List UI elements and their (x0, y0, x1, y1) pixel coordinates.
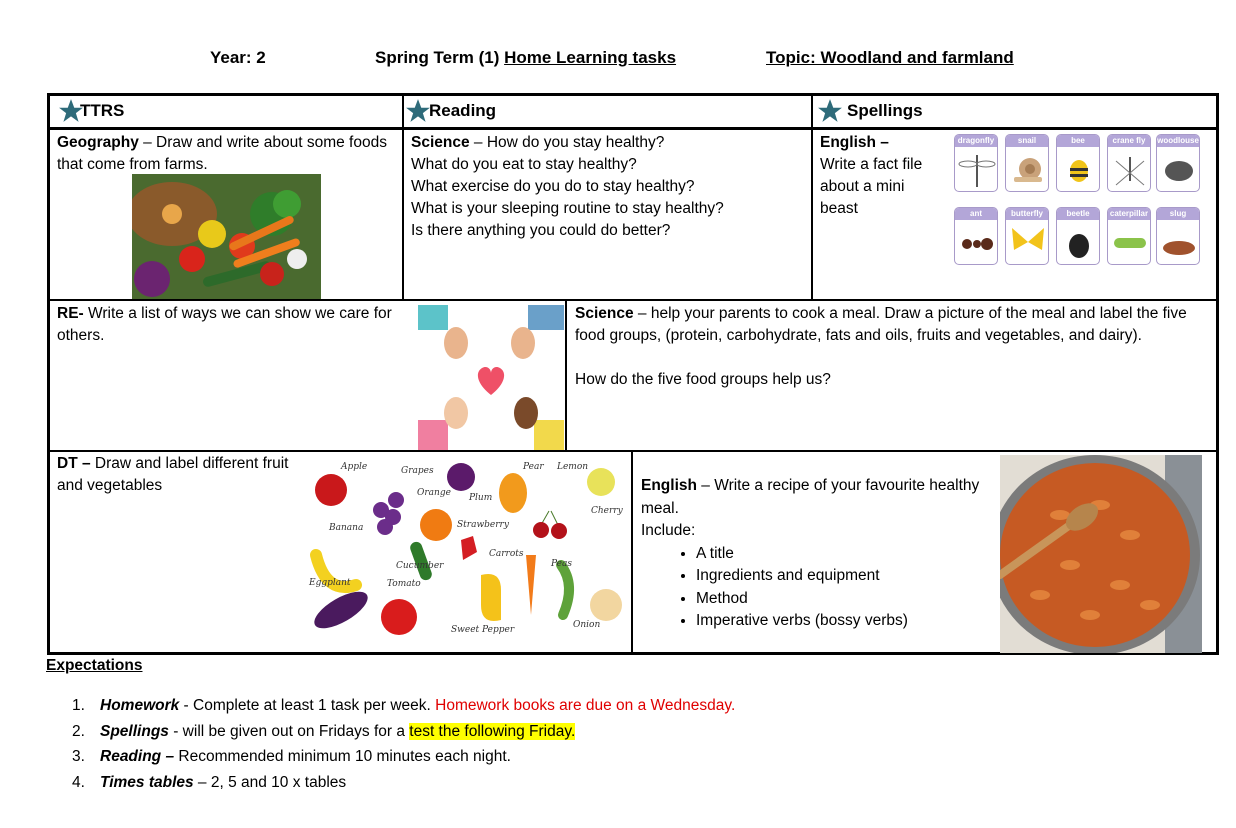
list-item: • Imperative verbs (bossy verbs) (696, 610, 986, 633)
task-text: Write a fact file about a mini beast (820, 156, 923, 217)
pasta-photo (1000, 455, 1202, 653)
minibeast-card: woodlouse (1156, 134, 1200, 192)
geography-task (57, 132, 392, 176)
minibeast-card: butterfly (1005, 207, 1049, 265)
divider (47, 450, 1219, 452)
subject-label: RE- (57, 305, 84, 322)
list-item: 3. Reading – Recommended minimum 10 minutes each night. (72, 748, 511, 765)
question-line: What do you eat to stay healthy? (411, 156, 637, 173)
task-text: – Draw and write about some foods that come from farms. (57, 134, 387, 173)
minibeast-card: bee (1056, 134, 1100, 192)
svg-text:Orange: Orange (417, 488, 451, 498)
task-text: Write a list of ways we can show we care for others. (57, 305, 392, 344)
subject-label: DT – (57, 455, 91, 472)
minibeast-card: slug (1156, 207, 1200, 265)
svg-text:Tomato: Tomato (387, 579, 421, 589)
svg-text:Grapes: Grapes (401, 466, 434, 476)
due-note: Homework books are due on a Wednesday. (435, 697, 736, 714)
dt-task (57, 453, 292, 497)
term-link: Home Learning tasks (504, 48, 677, 67)
expectations-list (72, 693, 972, 795)
term-title (375, 48, 676, 68)
vegetables-photo (132, 174, 321, 299)
list-item: • Method (696, 588, 986, 611)
star-icon (405, 98, 431, 124)
star-icon (817, 98, 843, 124)
section-reading-label: Reading (429, 101, 497, 120)
minibeast-card: beetle (1056, 207, 1100, 265)
divider (631, 451, 633, 655)
section-spellings (817, 98, 923, 124)
caring-hands-image (418, 305, 564, 450)
include-label: Include: (641, 522, 696, 539)
subject-label: Geography (57, 134, 139, 151)
year-label: Year: 2 (210, 48, 266, 67)
subject-label: English (641, 477, 697, 494)
list-item: 1. Homework - Complete at least 1 task per week. Homework books are due on a Wednesday. (72, 697, 736, 714)
question-line: How do the five food groups help us? (575, 371, 831, 388)
question-line: Is there anything you could do better? (411, 222, 671, 239)
list-item: 2. Spellings - will be given out on Fridays for a test the following Friday. (72, 722, 576, 740)
task-text: Draw and label different fruit and vegetables (57, 455, 289, 494)
section-spellings-label: Spellings (847, 101, 923, 120)
minibeast-cards (950, 130, 1200, 277)
svg-text:Peas: Peas (551, 559, 572, 569)
svg-text:Carrots: Carrots (489, 549, 524, 559)
question-line: What exercise do you do to stay healthy? (411, 178, 695, 195)
minibeast-card: crane fly (1107, 134, 1151, 192)
divider (565, 300, 567, 451)
minibeast-card: dragonfly (954, 134, 998, 192)
svg-text:Apple: Apple (341, 462, 368, 472)
english-factfile-task (820, 132, 945, 220)
minibeast-card: ant (954, 207, 998, 265)
section-ttrs (58, 98, 124, 124)
fruit-veg-image (301, 455, 629, 640)
science-meal-task (575, 303, 1210, 391)
subject-label: Science (411, 134, 470, 151)
svg-text:Plum: Plum (469, 493, 493, 503)
section-ttrs-label: TTRS (80, 101, 125, 120)
svg-text:Banana: Banana (329, 523, 364, 533)
term-prefix: Spring Term (1) (375, 48, 505, 67)
list-item: 4. Times tables – 2, 5 and 10 x tables (72, 773, 347, 791)
subject-label: Science (575, 305, 634, 322)
svg-text:Pear: Pear (523, 462, 544, 472)
svg-text:Eggplant: Eggplant (309, 578, 351, 588)
list-item: • Ingredients and equipment (696, 565, 986, 588)
expectations-title: Expectations (46, 657, 143, 674)
divider (402, 93, 404, 300)
section-reading (405, 98, 496, 124)
divider (47, 299, 1219, 301)
divider (811, 93, 813, 300)
svg-text:Cucumber: Cucumber (396, 561, 444, 571)
svg-text:Sweet Pepper: Sweet Pepper (451, 625, 515, 635)
english-recipe-task (641, 475, 986, 633)
svg-text:Onion: Onion (573, 620, 601, 630)
science-healthy-task (411, 132, 806, 242)
highlighted-note: test the following Friday. (409, 722, 576, 740)
subject-label: English – (820, 134, 889, 151)
svg-text:Cherry: Cherry (591, 506, 623, 516)
minibeast-card: snail (1005, 134, 1049, 192)
task-text: – Write a recipe of your favourite healthy meal. (641, 477, 980, 517)
recipe-bullets (641, 543, 986, 633)
topic-title: Topic: Woodland and farmland (766, 48, 1014, 67)
list-item: • A title (696, 543, 986, 566)
svg-text:Lemon: Lemon (557, 462, 589, 472)
minibeast-card: caterpillar (1107, 207, 1151, 265)
task-text: – help your parents to cook a meal. Draw a picture of the meal and label the five food groups, (protein, carbohydrate, fats and oils, fruits and vegetables, and dairy). (575, 305, 1187, 344)
question-line: What is your sleeping routine to stay healthy? (411, 200, 724, 217)
svg-text:Strawberry: Strawberry (457, 520, 509, 530)
re-task (57, 303, 397, 347)
task-text: – How do you stay healthy? (469, 134, 665, 151)
